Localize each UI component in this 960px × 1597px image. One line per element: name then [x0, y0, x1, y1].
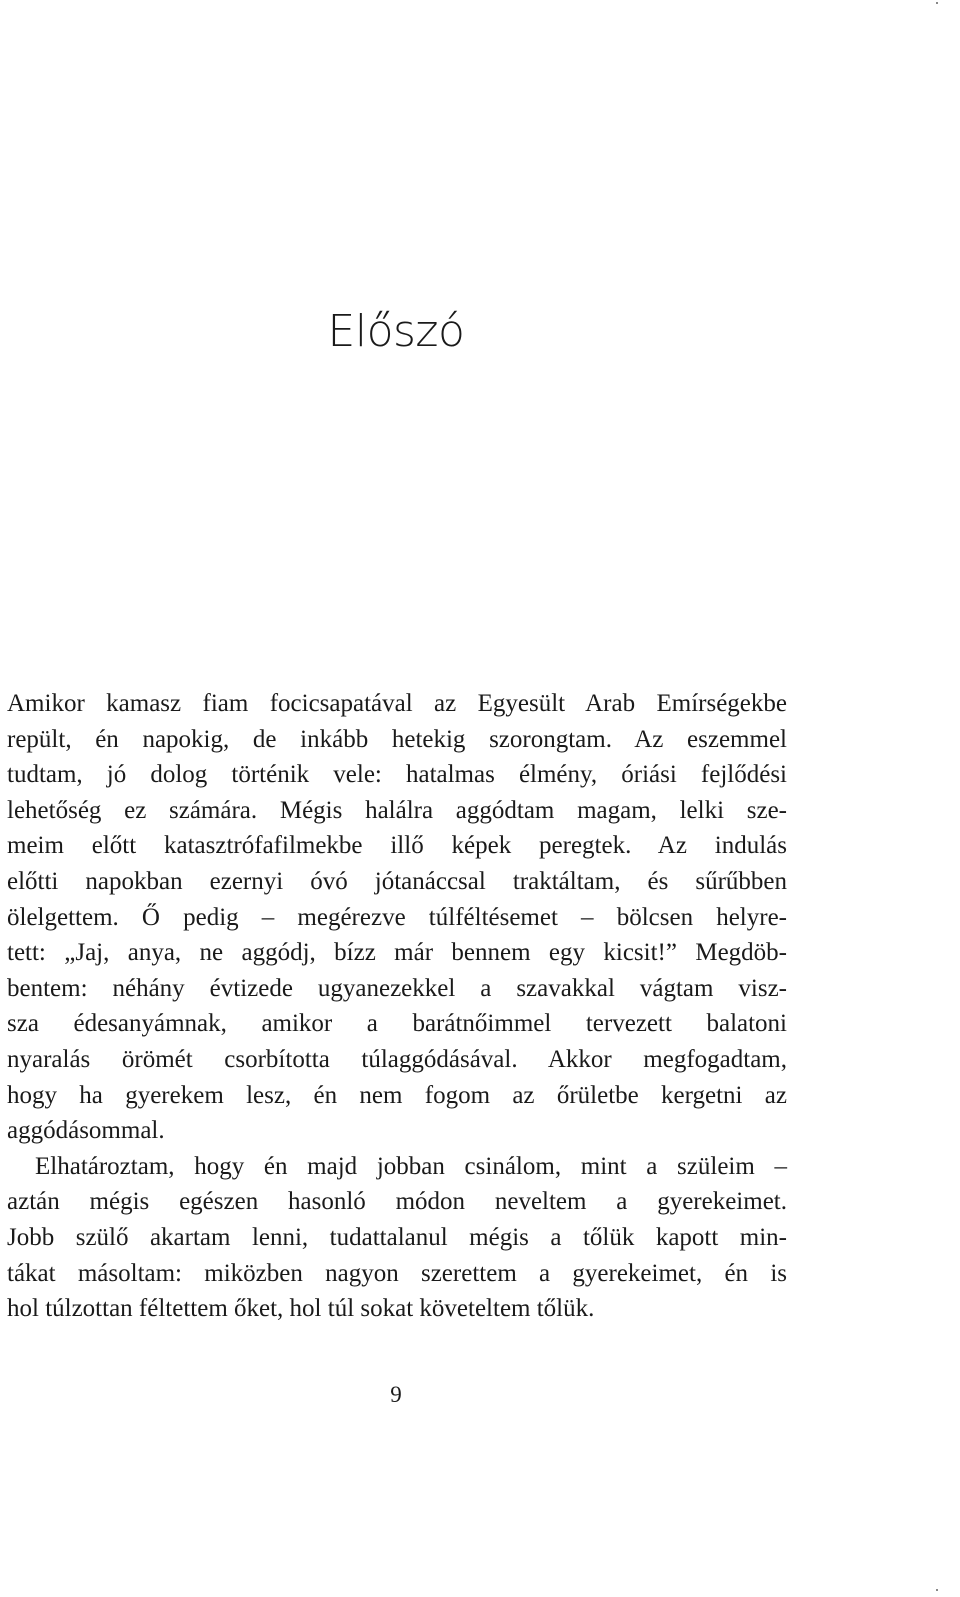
chapter-title: Előszó: [327, 306, 465, 357]
text-line: tákat másoltam: miközben nagyon szerettem a gyerekeimet, én is: [7, 1259, 787, 1287]
crop-mark-top-right: [936, 2, 938, 4]
text-line: repült, én napokig, de inkább hetekig szorongtam. Az eszemmel: [7, 725, 787, 753]
text-line: lehetőség ez számára. Mégis halálra aggódtam magam, lelki sze-: [7, 796, 787, 824]
text-line: aztán mégis egészen hasonló módon neveltem a gyerekeimet.: [7, 1188, 787, 1216]
text-line: meim előtt katasztrófafilmekbe illő képek peregtek. Az indulás: [7, 832, 787, 860]
text-line: tudtam, jó dolog történik vele: hatalmas élmény, óriási fejlődési: [7, 761, 787, 789]
text-line: tett: „Jaj, anya, ne aggódj, bízz már bennem egy kicsit!” Megdöb-: [7, 939, 787, 967]
text-line: nyaralás örömét csorbította túlaggódásával. Akkor megfogadtam,: [7, 1045, 787, 1073]
paragraph-1: [7, 686, 787, 1149]
text-line: bentem: néhány évtizede ugyanezekkel a szavakkal vágtam visz-: [7, 974, 787, 1002]
text-line: aggódásommal.: [7, 1117, 165, 1145]
paragraph-2: [7, 1149, 787, 1327]
body-text: [7, 686, 787, 1327]
text-line: Elhatároztam, hogy én majd jobban csinálom, mint a szüleim –: [35, 1152, 787, 1180]
text-line: hol túlzottan féltettem őket, hol túl sokat követeltem tőlük.: [7, 1295, 595, 1323]
text-line: Amikor kamasz fiam focicsapatával az Egyesült Arab Emírségekbe: [7, 690, 787, 717]
page-number: 9: [390, 1382, 402, 1407]
text-line: előtti napokban ezernyi óvó jótanáccsal traktáltam, és sűrűbben: [7, 867, 787, 895]
text-line: ölelgettem. Ő pedig – megérezve túlféltésemet – bölcsen helyre-: [7, 903, 787, 931]
text-line: hogy ha gyerekem lesz, én nem fogom az őrületbe kergetni az: [7, 1081, 787, 1109]
crop-mark-bottom-right: [936, 1589, 938, 1591]
text-line: sza édesanyámnak, amikor a barátnőimmel tervezett balatoni: [7, 1010, 787, 1038]
text-line: Jobb szülő akartam lenni, tudattalanul mégis a tőlük kapott min-: [7, 1223, 787, 1251]
